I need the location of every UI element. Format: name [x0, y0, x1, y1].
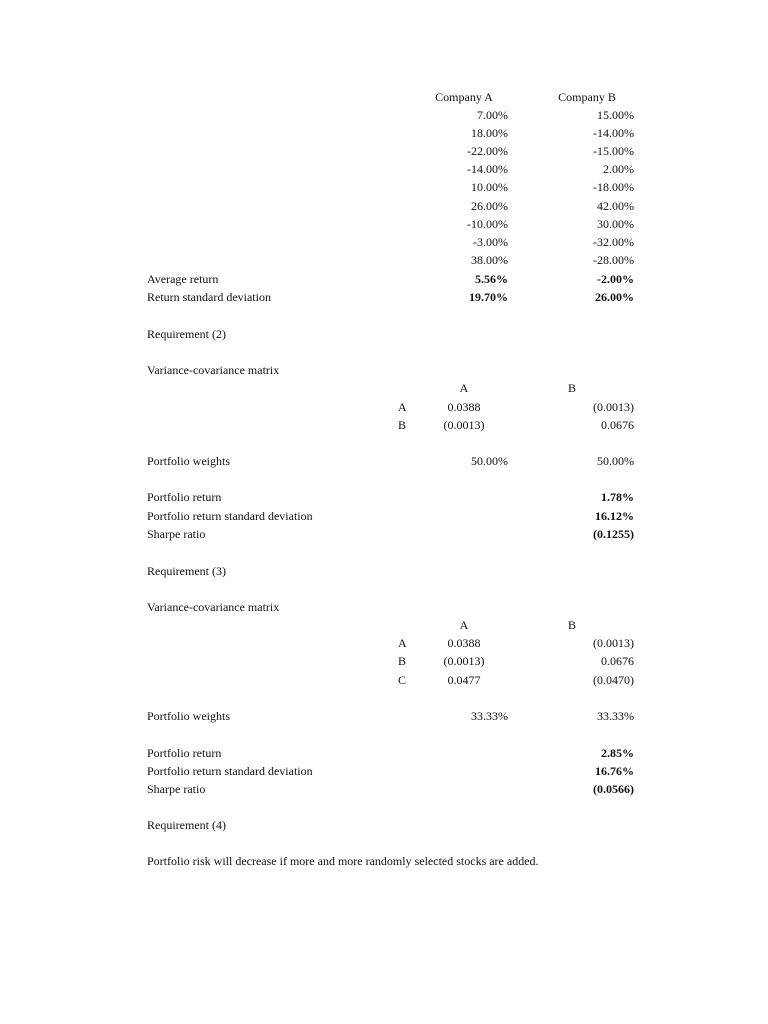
return-b-cell: -32.00% — [593, 235, 634, 249]
requirement-2-title: Requirement (2) — [147, 327, 226, 341]
return-a-cell: 7.00% — [477, 108, 508, 122]
matrix-cell: (0.0470) — [593, 673, 634, 687]
matrix-cell: 0.0388 — [447, 400, 481, 414]
matrix-col-b: B — [567, 618, 576, 632]
requirement-4-title: Requirement (4) — [147, 818, 226, 832]
return-b-cell: 15.00% — [597, 108, 634, 122]
return-b-cell: -14.00% — [593, 126, 634, 140]
return-b-cell: -15.00% — [593, 144, 634, 158]
return-a-cell: -14.00% — [467, 162, 508, 176]
header-company-b: Company B — [558, 90, 616, 104]
average-return-label: Average return — [147, 272, 219, 286]
matrix-row-label: C — [398, 673, 407, 687]
requirement-3-title: Requirement (3) — [147, 564, 226, 578]
return-a-cell: 38.00% — [471, 253, 508, 267]
matrix-cell: (0.0013) — [593, 636, 634, 650]
matrix-col-a: A — [459, 618, 469, 632]
matrix-col-a: A — [459, 381, 469, 395]
return-a-cell: 18.00% — [471, 126, 508, 140]
average-return-a: 5.56% — [475, 272, 508, 286]
matrix-row-label: B — [398, 654, 407, 668]
return-b-cell: 30.00% — [597, 217, 634, 231]
sharpe-ratio-label: Sharpe ratio — [147, 527, 206, 541]
matrix-cell: (0.0013) — [443, 654, 485, 668]
portfolio-weight-a: 33.33% — [471, 709, 508, 723]
return-b-cell: -18.00% — [593, 180, 634, 194]
matrix-cell: (0.0013) — [593, 400, 634, 414]
return-b-cell: 2.00% — [603, 162, 634, 176]
matrix-col-b: B — [567, 381, 576, 395]
return-sd-a: 19.70% — [469, 290, 508, 304]
portfolio-sd-label: Portfolio return standard deviation — [147, 764, 313, 778]
portfolio-weight-a: 50.00% — [471, 454, 508, 468]
return-a-cell: 26.00% — [471, 199, 508, 213]
average-return-b: -2.00% — [597, 272, 634, 286]
header-company-a: Company A — [435, 90, 493, 104]
return-sd-b: 26.00% — [595, 290, 634, 304]
portfolio-weights-label: Portfolio weights — [147, 454, 230, 468]
return-b-cell: 42.00% — [597, 199, 634, 213]
matrix-row-label: A — [398, 400, 407, 414]
return-a-cell: -10.00% — [467, 217, 508, 231]
return-a-cell: -22.00% — [467, 144, 508, 158]
matrix-cell: 0.0676 — [601, 654, 634, 668]
matrix-row-label: B — [398, 418, 407, 432]
portfolio-return-value: 2.85% — [601, 746, 634, 760]
matrix-title: Variance-covariance matrix — [147, 363, 280, 377]
matrix-cell: (0.0013) — [443, 418, 485, 432]
matrix-title: Variance-covariance matrix — [147, 600, 280, 614]
sharpe-ratio-label: Sharpe ratio — [147, 782, 206, 796]
matrix-cell: 0.0477 — [447, 673, 481, 687]
portfolio-weight-b: 33.33% — [597, 709, 634, 723]
return-a-cell: 10.00% — [471, 180, 508, 194]
matrix-cell: 0.0676 — [601, 418, 634, 432]
sharpe-ratio-value: (0.1255) — [593, 527, 634, 541]
requirement-4-text: Portfolio risk will decrease if more and more randomly selected stocks are added. — [147, 854, 539, 868]
portfolio-weights-label: Portfolio weights — [147, 709, 230, 723]
portfolio-return-value: 1.78% — [601, 490, 634, 504]
portfolio-sd-value: 16.12% — [595, 509, 634, 523]
matrix-cell: 0.0388 — [447, 636, 481, 650]
portfolio-weight-b: 50.00% — [597, 454, 634, 468]
return-b-cell: -28.00% — [593, 253, 634, 267]
matrix-row-label: A — [398, 636, 407, 650]
sharpe-ratio-value: (0.0566) — [593, 782, 634, 796]
portfolio-return-label: Portfolio return — [147, 746, 222, 760]
return-a-cell: -3.00% — [473, 235, 508, 249]
return-sd-label: Return standard deviation — [147, 290, 271, 304]
portfolio-return-label: Portfolio return — [147, 490, 222, 504]
portfolio-sd-label: Portfolio return standard deviation — [147, 509, 313, 523]
portfolio-sd-value: 16.76% — [595, 764, 634, 778]
